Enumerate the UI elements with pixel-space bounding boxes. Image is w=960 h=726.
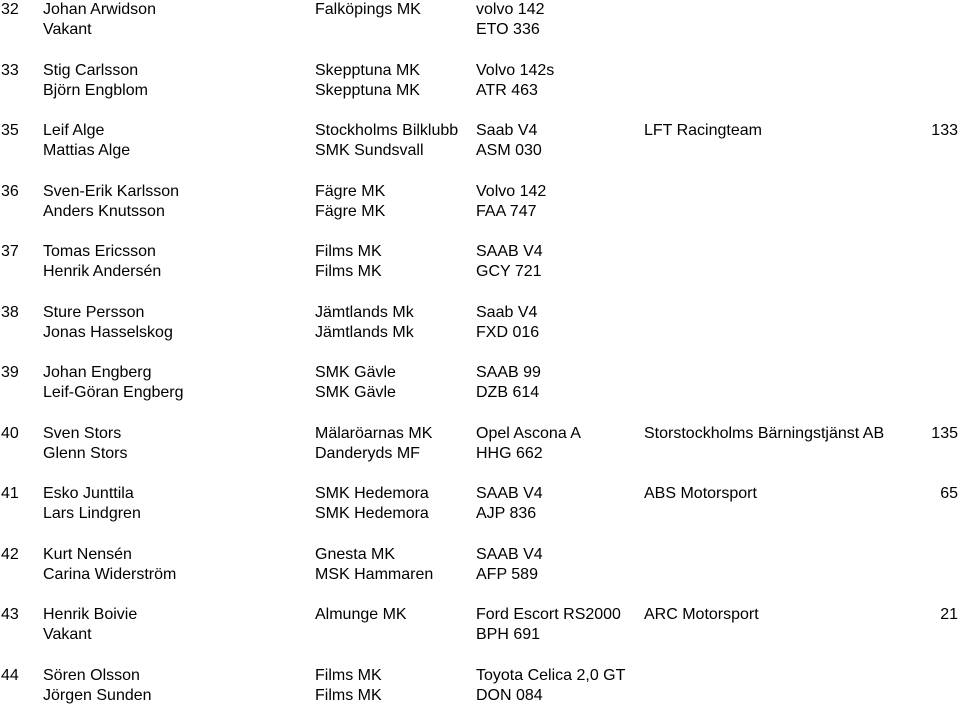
codriver-club: Skepptuna MK: [315, 81, 420, 101]
driver-line: [0, 363, 960, 383]
registration-number: AJP 836: [476, 504, 536, 524]
codriver-club: Jämtlands Mk: [315, 323, 414, 343]
driver-line: [0, 424, 960, 444]
driver-club: Fägre MK: [315, 182, 385, 202]
car-model: SAAB V4: [476, 545, 543, 565]
registration-number: FXD 016: [476, 323, 539, 343]
codriver-club: SMK Hedemora: [315, 504, 429, 524]
entry-row: [0, 424, 960, 485]
entry-row: [0, 242, 960, 303]
start-number: 41: [1, 484, 19, 504]
codriver-line: [0, 81, 960, 101]
registration-number: GCY 721: [476, 262, 542, 282]
codriver-club: SMK Sundsvall: [315, 141, 424, 161]
points: 135: [931, 424, 958, 444]
start-number: 37: [1, 242, 19, 262]
driver-club: Skepptuna MK: [315, 61, 420, 81]
registration-number: FAA 747: [476, 202, 537, 222]
points: 21: [940, 605, 958, 625]
start-number: 32: [1, 0, 19, 20]
driver-line: [0, 61, 960, 81]
car-model: Toyota Celica 2,0 GT: [476, 666, 625, 686]
sponsor: LFT Racingteam: [644, 121, 762, 141]
registration-number: AFP 589: [476, 565, 538, 585]
codriver-line: [0, 323, 960, 343]
driver-line: [0, 545, 960, 565]
driver-club: Mälaröarnas MK: [315, 424, 432, 444]
entry-row: [0, 545, 960, 606]
start-number: 38: [1, 303, 19, 323]
codriver-club: Danderyds MF: [315, 444, 420, 464]
driver-club: Jämtlands Mk: [315, 303, 414, 323]
start-number: 42: [1, 545, 19, 565]
start-number: 33: [1, 61, 19, 81]
car-model: Saab V4: [476, 121, 537, 141]
codriver-name: Vakant: [43, 625, 92, 645]
codriver-line: [0, 202, 960, 222]
registration-number: BPH 691: [476, 625, 540, 645]
codriver-line: [0, 625, 960, 645]
registration-number: ASM 030: [476, 141, 542, 161]
codriver-name: Henrik Andersén: [43, 262, 161, 282]
sponsor: ARC Motorsport: [644, 605, 759, 625]
car-model: Volvo 142s: [476, 61, 554, 81]
sponsor: Storstockholms Bärningstjänst AB: [644, 424, 884, 444]
car-model: SAAB 99: [476, 363, 541, 383]
codriver-club: Fägre MK: [315, 202, 385, 222]
driver-name: Johan Engberg: [43, 363, 152, 383]
car-model: SAAB V4: [476, 242, 543, 262]
start-number: 36: [1, 182, 19, 202]
codriver-name: Leif-Göran Engberg: [43, 383, 184, 403]
entry-row: [0, 0, 960, 61]
points: 133: [931, 121, 958, 141]
registration-number: ATR 463: [476, 81, 538, 101]
driver-line: [0, 605, 960, 625]
driver-name: Kurt Nensén: [43, 545, 132, 565]
codriver-name: Björn Engblom: [43, 81, 148, 101]
entry-row: [0, 303, 960, 364]
driver-club: Almunge MK: [315, 605, 407, 625]
driver-name: Stig Carlsson: [43, 61, 138, 81]
codriver-name: Anders Knutsson: [43, 202, 165, 222]
driver-club: Gnesta MK: [315, 545, 395, 565]
driver-name: Henrik Boivie: [43, 605, 137, 625]
start-number: 40: [1, 424, 19, 444]
driver-name: Tomas Ericsson: [43, 242, 156, 262]
car-model: Volvo 142: [476, 182, 546, 202]
entry-row: [0, 666, 960, 726]
driver-name: Johan Arwidson: [43, 0, 156, 20]
driver-line: [0, 182, 960, 202]
driver-club: Falköpings MK: [315, 0, 421, 20]
start-number: 39: [1, 363, 19, 383]
points: 65: [940, 484, 958, 504]
entry-row: [0, 605, 960, 666]
codriver-name: Jonas Hasselskog: [43, 323, 173, 343]
registration-number: DON 084: [476, 686, 543, 706]
driver-name: Sven-Erik Karlsson: [43, 182, 179, 202]
driver-club: Films MK: [315, 666, 382, 686]
driver-name: Sture Persson: [43, 303, 144, 323]
car-model: Saab V4: [476, 303, 537, 323]
codriver-name: Glenn Stors: [43, 444, 127, 464]
codriver-line: [0, 262, 960, 282]
car-model: Opel Ascona A: [476, 424, 581, 444]
sponsor: ABS Motorsport: [644, 484, 757, 504]
codriver-line: [0, 565, 960, 585]
registration-number: DZB 614: [476, 383, 539, 403]
driver-name: Esko Junttila: [43, 484, 134, 504]
registration-number: ETO 336: [476, 20, 540, 40]
codriver-name: Lars Lindgren: [43, 504, 141, 524]
start-number: 35: [1, 121, 19, 141]
car-model: volvo 142: [476, 0, 545, 20]
entry-row: [0, 484, 960, 545]
driver-line: [0, 666, 960, 686]
codriver-name: Jörgen Sunden: [43, 686, 152, 706]
entry-row: [0, 121, 960, 182]
codriver-name: Vakant: [43, 20, 92, 40]
driver-name: Sören Olsson: [43, 666, 140, 686]
driver-club: SMK Gävle: [315, 363, 396, 383]
driver-line: [0, 121, 960, 141]
driver-club: Stockholms Bilklubb: [315, 121, 458, 141]
codriver-name: Carina Widerström: [43, 565, 176, 585]
codriver-line: [0, 141, 960, 161]
codriver-line: [0, 383, 960, 403]
entry-row: [0, 363, 960, 424]
car-model: Ford Escort RS2000: [476, 605, 621, 625]
codriver-name: Mattias Alge: [43, 141, 130, 161]
codriver-line: [0, 504, 960, 524]
driver-line: [0, 484, 960, 504]
codriver-club: SMK Gävle: [315, 383, 396, 403]
entry-row: [0, 61, 960, 122]
driver-club: SMK Hedemora: [315, 484, 429, 504]
start-number: 43: [1, 605, 19, 625]
driver-club: Films MK: [315, 242, 382, 262]
driver-line: [0, 303, 960, 323]
car-model: SAAB V4: [476, 484, 543, 504]
codriver-line: [0, 20, 960, 40]
driver-line: [0, 242, 960, 262]
start-number: 44: [1, 666, 19, 686]
codriver-club: Films MK: [315, 262, 382, 282]
registration-number: HHG 662: [476, 444, 543, 464]
codriver-club: MSK Hammaren: [315, 565, 433, 585]
codriver-club: Films MK: [315, 686, 382, 706]
driver-name: Leif Alge: [43, 121, 104, 141]
entry-row: [0, 182, 960, 243]
driver-name: Sven Stors: [43, 424, 121, 444]
driver-line: [0, 0, 960, 20]
codriver-line: [0, 444, 960, 464]
